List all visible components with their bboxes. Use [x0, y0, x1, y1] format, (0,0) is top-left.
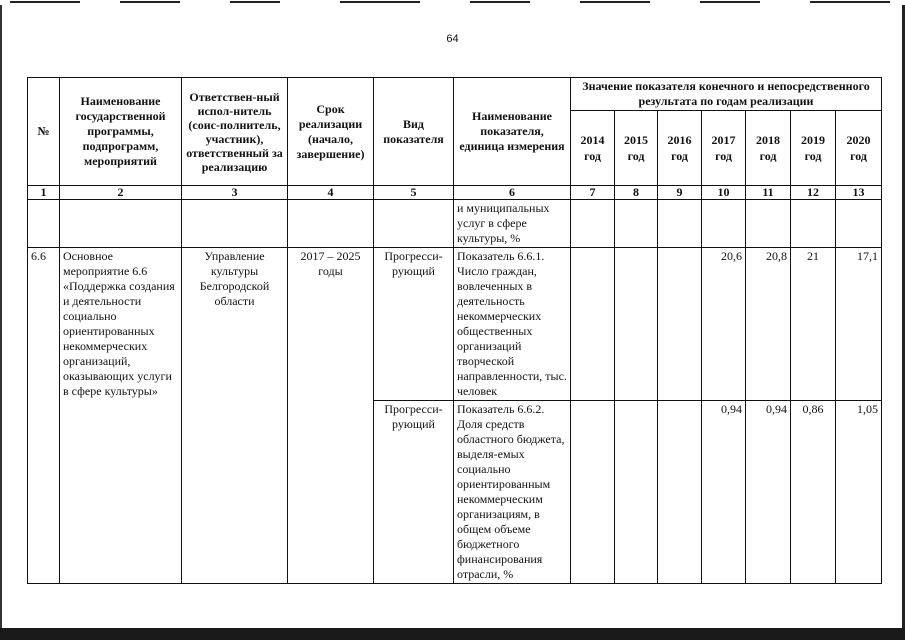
indicator-name: Показатель 6.6.2. Доля средств областного бюджета, выделя-емых социально ориентированным некоммерческим организациям, в общем объеме бюджетного финансирования отрасли, % — [454, 401, 571, 584]
row-number: 6.6 — [28, 248, 60, 584]
cell-empty — [571, 200, 615, 248]
header-kind: Вид показателя — [374, 78, 454, 186]
continuation-indicator: и муниципальных услуг в сфере культуры, % — [454, 200, 571, 248]
value-2016 — [658, 248, 702, 401]
cell-empty — [374, 200, 454, 248]
col-number: 7 — [571, 186, 615, 200]
indicator-kind: Прогресси-рующий — [374, 248, 454, 401]
cell-empty — [60, 200, 182, 248]
page-number: 64 — [446, 33, 459, 45]
value-2020: 1,05 — [836, 401, 882, 584]
value-2017: 20,6 — [702, 248, 746, 401]
table-row-6-6-1 — [28, 248, 882, 401]
col-number: 13 — [836, 186, 882, 200]
header-row-1 — [28, 78, 882, 111]
header-indicator: Наименование показателя, единица измерения — [454, 78, 571, 186]
header-year-2015: 2015 год — [615, 111, 658, 186]
cell-empty — [791, 200, 836, 248]
col-number: 4 — [288, 186, 374, 200]
value-2019: 21 — [791, 248, 836, 401]
col-number: 9 — [658, 186, 702, 200]
header-values-group: Значение показателя конечного и непосредственного результата по годам реализации — [571, 78, 882, 111]
value-2018: 0,94 — [746, 401, 791, 584]
header-year-2018: 2018 год — [746, 111, 791, 186]
page-left-edge — [0, 0, 2, 640]
activity-name: Основное мероприятие 6.6 «Поддержка создания и деятельности социально ориентированных некоммерческих организаций, оказывающих услуги в сфере культуры» — [60, 248, 182, 584]
cell-empty — [182, 200, 288, 248]
header-no: № — [28, 78, 60, 186]
indicator-table — [27, 77, 882, 584]
cell-empty — [288, 200, 374, 248]
col-number: 6 — [454, 186, 571, 200]
header-name: Наименование государственной программы, подпрограмм, мероприятий — [60, 78, 182, 186]
continuation-row — [28, 200, 882, 248]
cell-empty — [702, 200, 746, 248]
header-year-2020: 2020 год — [836, 111, 882, 186]
indicator-name: Показатель 6.6.1. Число граждан, вовлеченных в деятельность некоммерческих общественных организаций творческой направленности, тыс. человек — [454, 248, 571, 401]
header-year-2014: 2014 год — [571, 111, 615, 186]
column-number-row — [28, 186, 882, 200]
cell-empty — [658, 200, 702, 248]
col-number: 2 — [60, 186, 182, 200]
value-2018: 20,8 — [746, 248, 791, 401]
header-year-2016: 2016 год — [658, 111, 702, 186]
col-number: 8 — [615, 186, 658, 200]
header-year-2019: 2019 год — [791, 111, 836, 186]
cell-empty — [615, 200, 658, 248]
scan-bottom-edge — [0, 628, 905, 640]
value-2020: 17,1 — [836, 248, 882, 401]
indicator-kind: Прогресси-рующий — [374, 401, 454, 584]
cell-empty — [746, 200, 791, 248]
implementation-term: 2017 – 2025 годы — [288, 248, 374, 584]
value-2014 — [571, 401, 615, 584]
col-number: 12 — [791, 186, 836, 200]
col-number: 10 — [702, 186, 746, 200]
cell-empty — [28, 200, 60, 248]
value-2014 — [571, 248, 615, 401]
header-year-2017: 2017 год — [702, 111, 746, 186]
responsible-executor: Управление культуры Белгородской области — [182, 248, 288, 584]
col-number: 5 — [374, 186, 454, 200]
col-number: 3 — [182, 186, 288, 200]
scan-top-edge — [0, 0, 905, 5]
col-number: 1 — [28, 186, 60, 200]
value-2019: 0,86 — [791, 401, 836, 584]
value-2016 — [658, 401, 702, 584]
value-2017: 0,94 — [702, 401, 746, 584]
col-number: 11 — [746, 186, 791, 200]
cell-empty — [836, 200, 882, 248]
value-2015 — [615, 401, 658, 584]
header-responsible: Ответствен-ный испол-нитель (соис-полнитель, участник), ответственный за реализацию — [182, 78, 288, 186]
value-2015 — [615, 248, 658, 401]
header-term: Срок реализации (начало, завершение) — [288, 78, 374, 186]
